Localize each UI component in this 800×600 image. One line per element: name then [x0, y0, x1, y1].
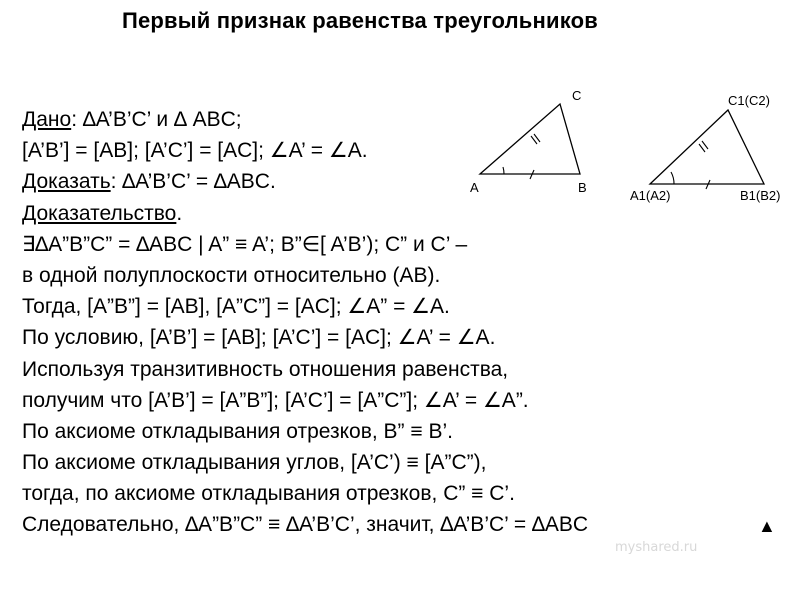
proof-line: Используя транзитивность отношения равенства, [22, 357, 509, 381]
given-label: Дано [22, 108, 72, 131]
proof-text [22, 104, 792, 541]
proof-label: Доказательство [22, 201, 177, 225]
qed-triangle-icon: ▲ [758, 516, 776, 536]
vertex-label-a1: A1(A2) [630, 188, 671, 203]
given-text: : ∆A’B’C’ и ∆ ABC; [71, 108, 242, 131]
proof-line: тогда, по аксиоме откладывания отрезков, C” ≡ C’. [22, 482, 515, 506]
vertex-label-c: C [572, 88, 582, 103]
proof-line: [A’B’] = [AB]; [A’C’] = [AC]; ∠A’ = ∠A. [22, 139, 368, 163]
vertex-label-b: B [578, 180, 587, 195]
proof-line: в одной полуплоскости относительно (AB). [22, 263, 441, 287]
proof-line-prove [22, 166, 792, 197]
watermark-logo: myshared.ru [615, 540, 698, 555]
proof-line: ∃∆A”B”C” = ∆ABC | A” ≡ A’; B”∈[ A’B’); C” и C’ – [22, 232, 468, 256]
proof-line: По аксиоме откладывания отрезков, B” ≡ B’. [22, 419, 453, 443]
proof-line: По условию, [A’B’] = [AB]; [A’C’] = [AC]; ∠A’ = ∠A. [22, 326, 496, 350]
proof-line: По аксиоме откладывания углов, [A’C’) ≡ [A”C”), [22, 451, 487, 475]
proof-line-given [22, 104, 792, 135]
vertex-label-a: A [470, 180, 479, 195]
slide-title: Первый признак равенства треугольников [121, 8, 599, 33]
proof-line-proof-heading [22, 198, 792, 229]
proof-line-conclusion: Следовательно, ∆A”B”C” ≡ ∆A’B’C’, значит, ∆A’B’C’ = ∆ABC [22, 513, 588, 537]
prove-label: Доказать [22, 170, 111, 194]
proof-heading-text: . [176, 201, 183, 225]
prove-text: : ∆A’B’C’ = ∆ABC. [110, 170, 276, 194]
vertex-label-b1: B1(B2) [740, 188, 781, 203]
vertex-label-c1: C1(C2) [728, 93, 770, 108]
proof-line: Тогда, [A”B”] = [AB], [A”C”] = [AC]; ∠A” = ∠A. [22, 295, 450, 319]
proof-line: получим что [A’B’] = [A”B”]; [A’C’] = [A”C”]; ∠A’ = ∠A”. [22, 388, 529, 412]
